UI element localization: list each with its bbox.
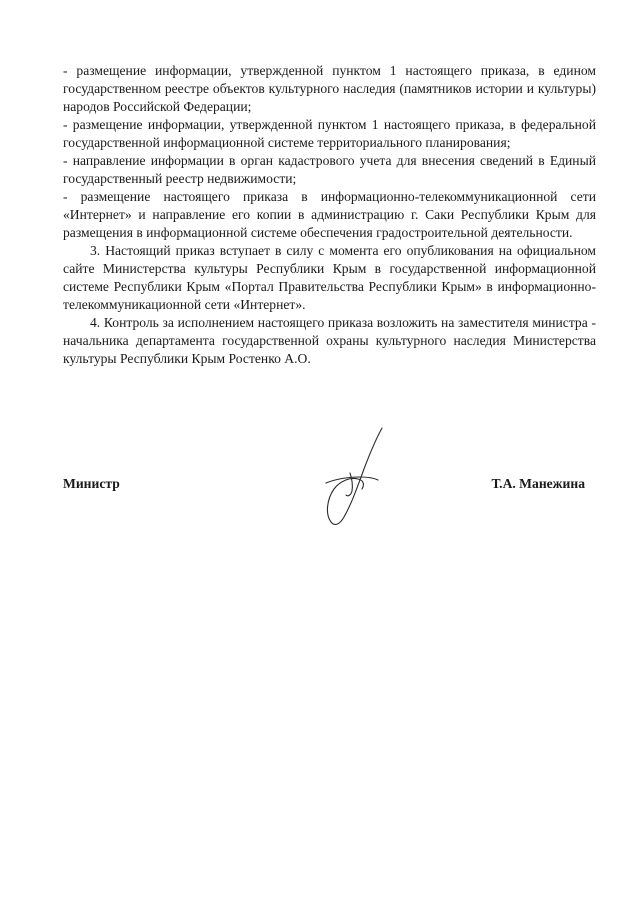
signatory-title: Министр bbox=[63, 476, 120, 491]
clause-3: 3. Настоящий приказ вступает в силу с момента его опубликования на официальном сайте Министерства культуры Республики Крым в государственной информационной системе Республики Крым «Портал Правительства Республики Крым» в информационно-телекоммуникационной сети «Интернет». bbox=[63, 243, 596, 312]
signature-block bbox=[63, 476, 585, 500]
document-body bbox=[63, 62, 596, 368]
list-item: - направление информации в орган кадастрового учета для внесения сведений в Единый государственный реестр недвижимости; bbox=[63, 153, 596, 186]
signatory-name: Т.А. Манежина bbox=[491, 476, 585, 491]
list-item: - размещение настоящего приказа в информационно-телекоммуникационной сети «Интернет» и направление его копии в администрацию г. Саки Республики Крым для размещения в информационной системе обеспечения градостроительной деятельности. bbox=[63, 189, 596, 240]
list-item: - размещение информации, утвержденной пунктом 1 настоящего приказа, в едином государственном реестре объектов культурного наследия (памятников истории и культуры) народов Российской Федерации; bbox=[63, 63, 596, 114]
clause-4: 4. Контроль за исполнением настоящего приказа возложить на заместителя министра - начальника департамента государственной охраны культурного наследия Министерства культуры Республики Крым Ростенко А.О. bbox=[63, 315, 596, 366]
list-item: - размещение информации, утвержденной пунктом 1 настоящего приказа, в федеральной государственной информационной системе территориального планирования; bbox=[63, 117, 596, 150]
